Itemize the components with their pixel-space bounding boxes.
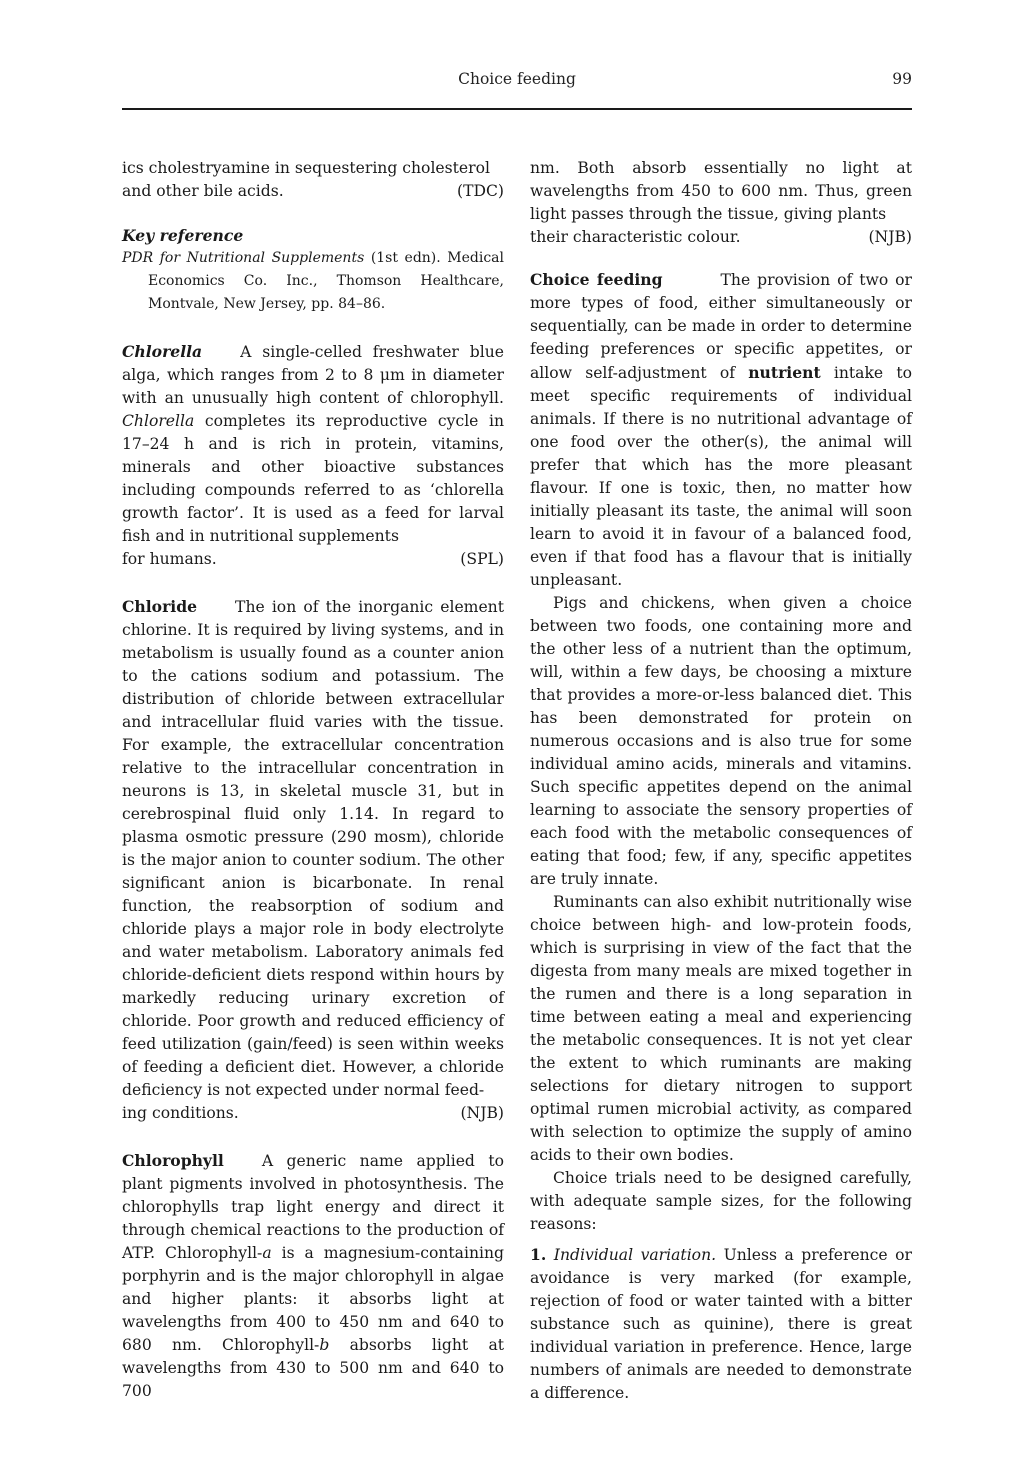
entry-text: absorbs light at wavelengths from 430 to 500 nm and 640 to 700 [122,1336,505,1400]
entry-text: intake to meet specific requirements of individual animals. If there is no nutritional advantage of one food over the other(s), the animal will prefer that which has the more pleasant flavour. If one is toxic, then, no matter how initially pleasant its taste, the animal will soon learn to avoid it in favour of a balanced food, even if that food has a flavour that is initially unpleasant. [530,364,912,589]
author-tag: (TDC) [456,182,504,200]
entry-italic: a [262,1244,272,1262]
right-column [530,157,912,1405]
continued-text-right-end [530,226,912,249]
entry-chloride [122,595,504,1102]
entry-italic: b [319,1336,330,1354]
entry-text-last: for humans. [122,550,217,568]
continued-text-left-last: and other bile acids. [122,182,284,200]
entry-chloride-end [122,1102,504,1125]
entry-text: is a magnesium-containing porphyrin and is the major chlorophyll in algae and higher plants: it absorbs light at wavelengths from 400 to 450 nm and 640 to 680 nm. Chlorophyll- [122,1244,505,1354]
item-text: Unless a preference or avoidance is very marked (for example, rejection of food or water tainted with a bitter substance such as quinine), there is great individual variation in preference. Hence, large numbers of animals are needed to demonstrate a difference. [530,1246,912,1402]
author-tag: (NJB) [868,228,912,246]
entry-text: completes its reproductive cycle in 17–24 h and is rich in protein, vitamins, minerals and other bioactive substances including compounds referred to as ‘chlorella growth factor’. It is used as a feed for larval fish and in nutritional supplements [122,412,504,545]
entry-italic: Chlorella [122,412,195,430]
entry-headword: Chloride [122,597,198,616]
running-head: Choice feeding [458,70,576,88]
entry-text: The ion of the inorganic element chlorine. It is required by living systems, and in metabolism is usually found as a counter anion to the cations sodium and potassium. The distribution of chloride between extracellular and intracellular fluid varies with the tissue. For example, the extracellular concentration relative to the intracellular concentration in neurons is 13, in skeletal muscle 31, but in cerebrospinal fluid only 1.14. In regard to plasma osmotic pressure (290 mosm), chloride is the major anion to counter sodium. The other significant anion is bicarbonate. In renal function, the reabsorption of sodium and chloride plays a major role in body electrolyte and water metabolism. Laboratory animals fed chloride-deficient diets respond within hours by markedly reducing urinary excretion of chloride. Poor growth and reduced efficiency of feed utilization (gain/feed) is seen within weeks of feeding a deficient diet. However, a chloride deficiency is not expected under normal feed- [122,598,504,1099]
cross-reference: nutrient [748,363,821,382]
continued-text-right: nm. Both absorb essentially no light at wavelengths from 450 to 600 nm. Thus, green light passes through the tissue, giving plants [530,159,912,223]
key-reference-heading: Key reference [122,226,244,245]
reference-title: PDR for Nutritional Supplements [122,250,365,266]
entry-headword: Choice feeding [530,270,663,289]
paragraph: Choice trials need to be designed carefully, with adequate sample sizes, for the following reasons: [530,1169,912,1233]
header-rule [122,108,912,110]
page-header [122,66,912,96]
entry-text: The provision of two or more types of food, either simultaneously or sequentially, can be made in order to determine feeding preferences or specific appetites, or allow self-adjustment of [530,271,913,382]
paragraph: Pigs and chickens, when given a choice between two foods, one containing more and the other less of a nutrient than the optimum, will, within a few days, be choosing a mixture that provides a more-or-less balanced diet. This has been demonstrated for protein on numerous occasions and is also true for some individual amino acids, minerals and vitamins. Such specific appetites depend on the animal learning to associate the sensory properties of each food with the metabolic consequences of eating that food; few, if any, specific appetites are truly innate. [530,594,912,888]
entry-chlorophyll [122,1149,504,1403]
entry-headword: Chlorophyll [122,1151,224,1170]
numbered-item-1 [530,1243,912,1405]
reference-details: (1st edn). Medical Economics Co. Inc., Thomson Healthcare, Montvale, New Jersey, pp. 84–86. [148,250,504,312]
left-column [122,157,504,1403]
spacer [122,203,504,222]
spacer [530,249,912,268]
item-number: 1. [530,1245,547,1264]
spacer [122,571,504,595]
entry-text-last: ing conditions. [122,1104,239,1122]
paragraph: Ruminants can also exhibit nutritionally wise choice between high- and low-protein foods, which is surprising in view of the fact that the digesta from many meals are mixed together in the rumen and there is a long separation in time between eating a meal and experiencing the metabolic consequences. It is not yet clear the extent to which ruminants are making selections for dietary nitrogen to support optimal rumen microbial activity, as compared with selection to optimize the supply of amino acids to their own bodies. [530,893,912,1164]
entry-text: A single-celled freshwater blue alga, which ranges from 2 to 8 μm in diameter with an unusually high content of chlorophyll. [122,343,504,407]
spacer [122,316,504,340]
author-tag: (SPL) [460,550,504,568]
key-reference-entry [122,247,504,316]
entry-headword: Chlorella [122,342,203,361]
continued-text-left: ics cholestryamine in sequestering cholesterol [122,159,490,177]
entry-text: A generic name applied to plant pigments involved in photosynthesis. The chlorophylls trap light energy and direct it through chemical reactions to the production of ATP. Chlorophyll- [122,1152,504,1262]
spacer [530,1236,912,1243]
spacer [122,1125,504,1149]
continued-text-left-end [122,180,504,203]
entry-choice-feeding [530,268,912,592]
author-tag: (NJB) [460,1104,504,1122]
item-label: Individual variation. [553,1246,717,1264]
entry-chlorella [122,340,504,548]
entry-chlorella-end [122,548,504,571]
continued-text-right-last: their characteristic colour. [530,228,741,246]
page-number: 99 [892,70,912,88]
